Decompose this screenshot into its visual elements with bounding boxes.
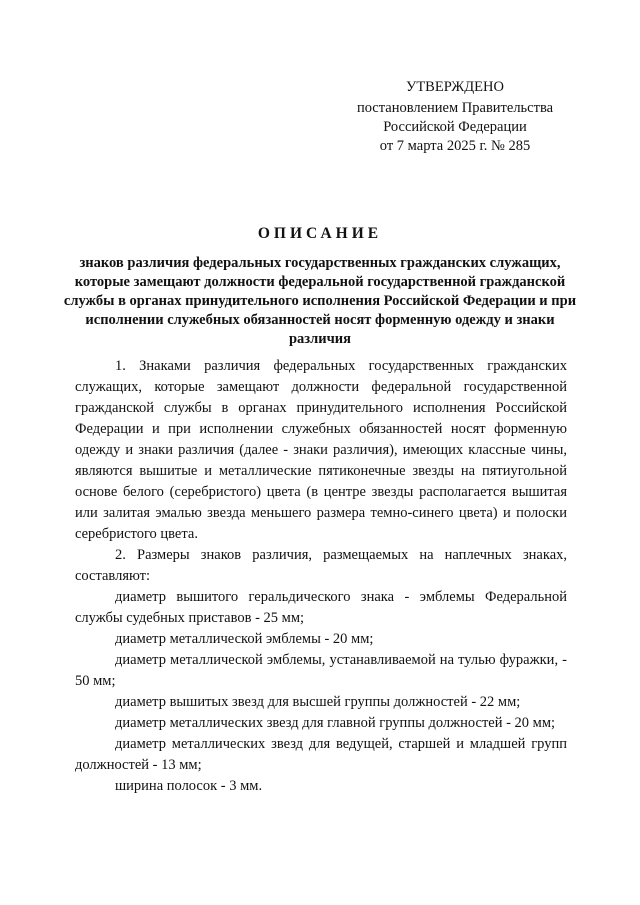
- list-item: ширина полосок - 3 мм.: [115, 778, 263, 794]
- paragraph-1: 1. Знаками различия федеральных государственных гражданских служащих, которые замещают должности федеральной государственной гражданской службы в органах принудительного исполнения Российской Федерации и при исполнении служебных обязанностей носят форменную одежду и знаки различия (далее - знаки различия), имеющих классные чины, являются вышитые и металлические пятиконечные звезды на пятиугольной основе белого (серебристого) цвета (в центре звезды располагается вышитая или залитая эмалью звезда меньшего размера темно-синего цвета) и полоски серебристого цвета.: [75, 358, 567, 542]
- approval-heading: УТВЕРЖДЕНО: [406, 79, 504, 95]
- document-subtitle: знаков различия федеральных государственных гражданских служащих, которые замещают должности федеральной государственной гражданской службы в органах принудительного исполнения Российской Федерации и при исполнении служебных обязанностей носят форменную одежду и знаки различия: [63, 255, 577, 347]
- document-body: [75, 356, 567, 797]
- document-title: ОПИСАНИЕ: [257, 225, 383, 242]
- approval-line: постановлением Правительства: [356, 100, 554, 116]
- list-item: диаметр металлических звезд для ведущей, старшей и младшей групп должностей - 13 мм;: [75, 736, 567, 773]
- approval-stamp: [340, 78, 570, 156]
- list-item: диаметр металлических звезд для главной группы должностей - 20 мм;: [115, 715, 556, 731]
- approval-line: Российской Федерации: [383, 119, 527, 135]
- list-item: диаметр металлической эмблемы - 20 мм;: [115, 631, 374, 647]
- paragraph-2: 2. Размеры знаков различия, размещаемых на наплечных знаках, составляют:: [75, 547, 567, 584]
- list-item: диаметр металлической эмблемы, устанавливаемой на тулью фуражки, - 50 мм;: [75, 652, 567, 689]
- list-item: диаметр вышитого геральдического знака - эмблемы Федеральной службы судебных приставов - 25 мм;: [75, 589, 567, 626]
- list-item: диаметр вышитых звезд для высшей группы должностей - 22 мм;: [115, 694, 521, 710]
- approval-date: от 7 марта 2025 г. № 285: [379, 138, 531, 154]
